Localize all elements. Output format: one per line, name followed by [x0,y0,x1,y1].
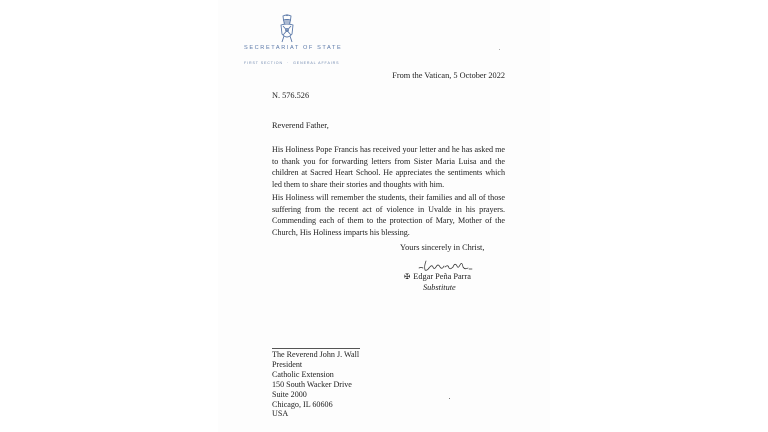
address-line: USA [272,409,289,419]
body-paragraph: His Holiness will remember the students, their families and all of those suffering from the recent act of violence in Uvalde in his prayers. Commending each of them to the protection of Mary, Mother of the Church, His Holiness imparts his blessing. [272,193,505,237]
letterhead-affairs: GENERAL AFFAIRS [293,61,340,65]
protocol-number: N. 576.526 [272,91,310,100]
recipient-address [272,350,359,419]
signer [404,271,471,283]
salutation: Reverend Father, [272,121,329,130]
cross-icon: ✠ [404,272,411,281]
papal-coat-of-arms-icon [275,14,299,44]
dateline: From the Vatican, 5 October 2022 [392,71,505,80]
letterhead-separator: · [287,61,290,65]
address-line: Chicago, IL 60606 [272,399,333,409]
letterhead-section: FIRST SECTION [244,61,283,65]
address-line: President [272,359,303,369]
address-line: The Reverend John J. Wall [272,350,360,359]
letterhead-organization: SECRETARIAT OF STATE [244,45,343,51]
address-line: Catholic Extension [272,369,334,379]
signer-name: Edgar Peña Parra [413,272,471,281]
letterhead-department [244,61,339,65]
signer-title: Substitute [423,283,456,292]
address-line: Suite 2000 [272,389,307,399]
closing: Yours sincerely in Christ, [400,243,485,252]
divider [272,348,360,349]
paper-speck [499,49,500,50]
paper-speck [449,398,450,399]
address-line: 150 South Wacker Drive [272,379,352,389]
body-paragraph: His Holiness Pope Francis has received your letter and he has asked me to thank you for forwarding letters from Sister Maria Luisa and the children at Sacred Heart School. He appreciates the sentiments which led them to share their stories and thoughts with him. [272,145,505,189]
